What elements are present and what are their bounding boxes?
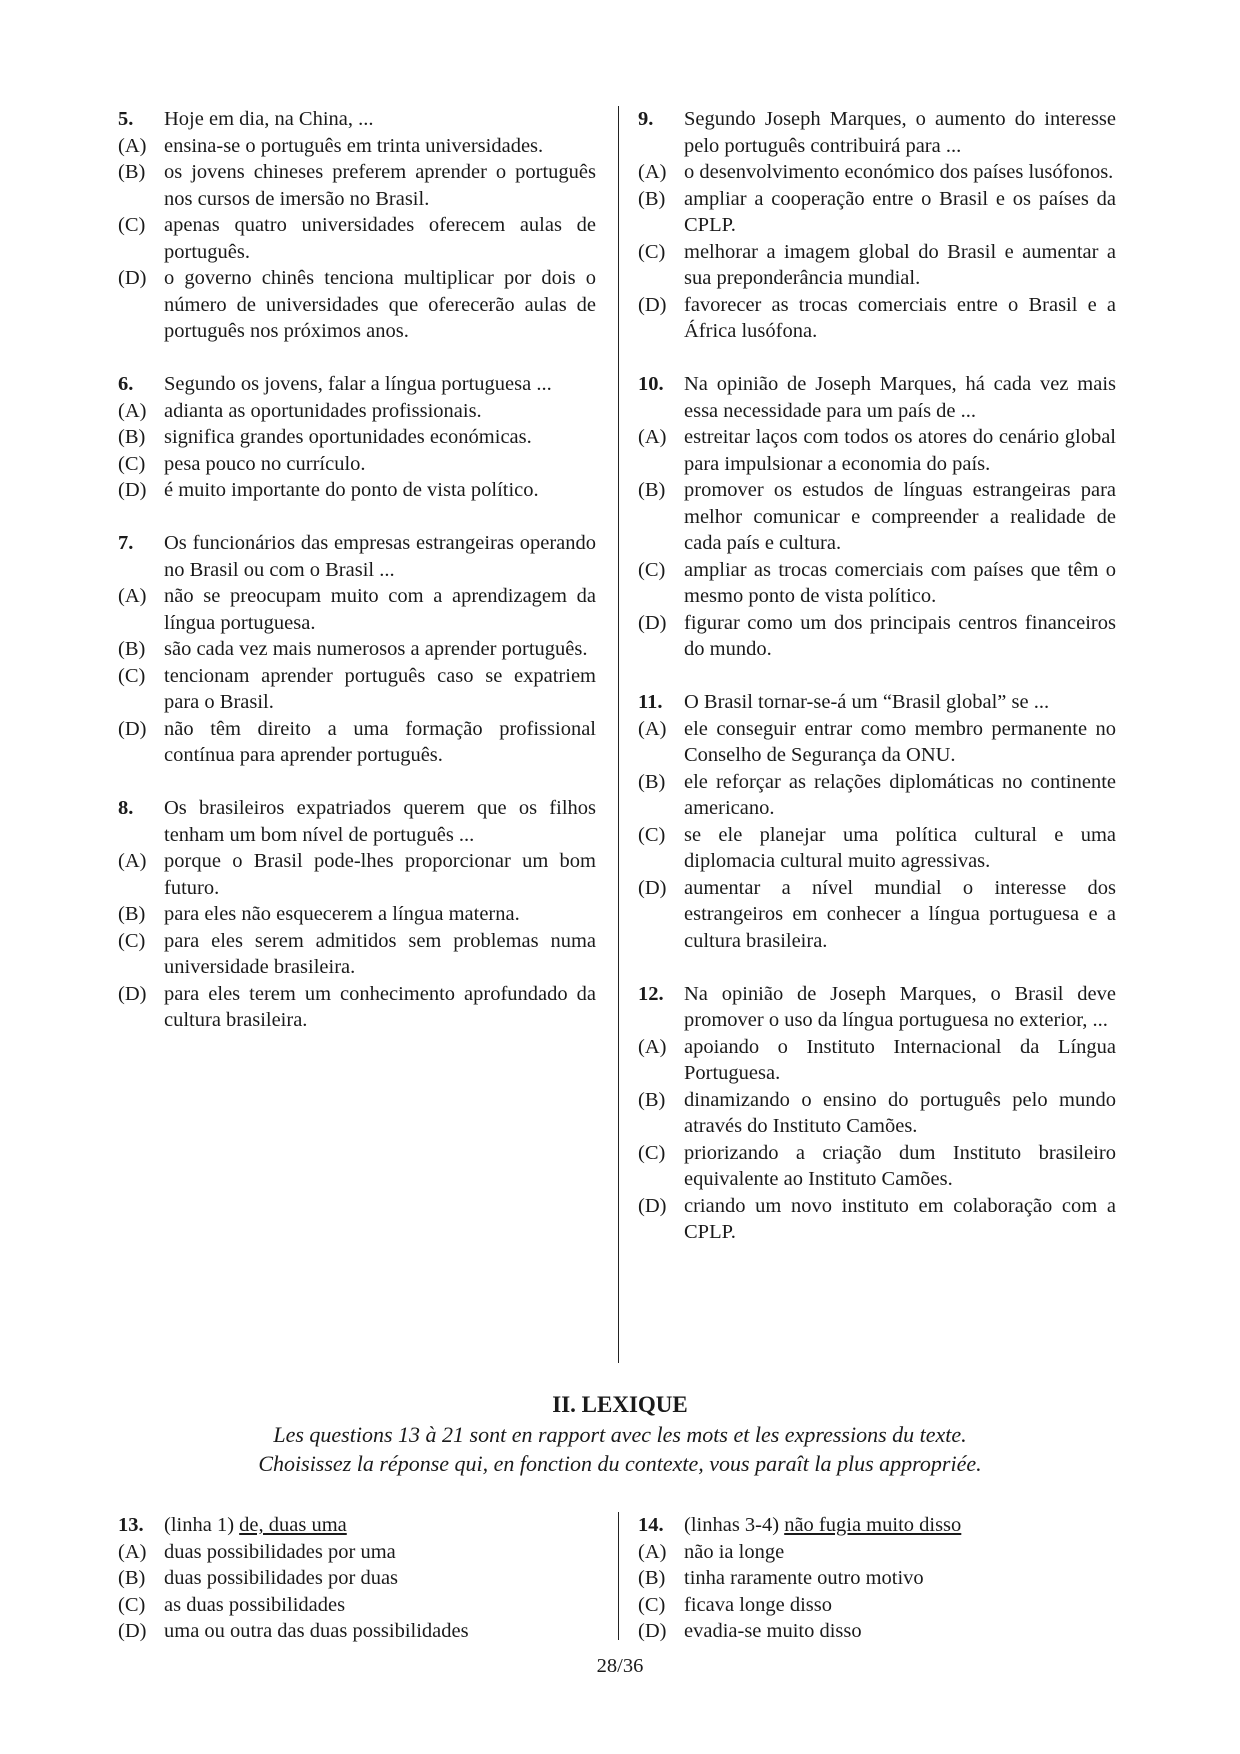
option-c[interactable] <box>118 663 596 716</box>
option-text: estreitar laços com todos os atores do cenário global para impulsionar a economia do país. <box>684 426 1116 475</box>
option-text: criando um novo instituto em colaboração com a CPLP. <box>684 1194 1116 1243</box>
option-a[interactable] <box>638 424 1116 477</box>
option-d[interactable] <box>638 875 1116 955</box>
option-text: dinamizando o ensino do português pelo mundo através do Instituto Camões. <box>684 1088 1116 1137</box>
option-b[interactable] <box>638 769 1116 822</box>
question-stem: Hoje em dia, na China, ... <box>164 108 374 130</box>
option-b[interactable] <box>118 901 596 928</box>
question-number: 7. <box>118 532 134 554</box>
section-title: II. LEXIQUE <box>552 1392 688 1417</box>
underlined-term: de, duas uma <box>239 1514 347 1536</box>
option-letter: (B) <box>638 479 666 501</box>
option-letter: (D) <box>118 479 147 501</box>
option-letter: (B) <box>638 187 666 210</box>
option-text: porque o Brasil pode-lhes proporcionar um bom futuro. <box>164 850 596 899</box>
option-text: para eles serem admitidos sem problemas numa universidade brasileira. <box>164 929 596 978</box>
option-letter: (C) <box>638 240 666 263</box>
option-text: melhorar a imagem global do Brasil e aumentar a sua preponderância mundial. <box>684 240 1116 289</box>
option-letter: (B) <box>118 426 146 448</box>
lexique-column-divider <box>618 1512 619 1640</box>
option-c[interactable] <box>638 1140 1116 1193</box>
underlined-term: não fugia muito disso <box>784 1514 962 1536</box>
question-stem: Segundo Joseph Marques, o aumento do interesse pelo português contribuirá para ... <box>684 108 1116 157</box>
option-d[interactable] <box>118 477 596 504</box>
question-12 <box>638 981 1116 1246</box>
question-stem: Na opinião de Joseph Marques, o Brasil deve promover o uso da língua portuguesa no exterior, ... <box>684 982 1116 1031</box>
line-reference: (linha 1) <box>164 1514 235 1536</box>
option-b[interactable] <box>638 186 1116 239</box>
option-text: ele reforçar as relações diplomáticas no continente americano. <box>684 770 1116 819</box>
option-b[interactable] <box>118 424 596 451</box>
option-letter: (A) <box>638 161 667 183</box>
option-text: pesa pouco no currículo. <box>164 452 366 475</box>
option-c[interactable] <box>118 1592 596 1619</box>
option-letter: (A) <box>638 717 667 740</box>
question-number: 6. <box>118 373 134 395</box>
option-text: promover os estudos de línguas estrangeiras para melhor comunicar e compreender a realidade de cada país e cultura. <box>684 479 1116 554</box>
option-letter: (B) <box>118 903 146 925</box>
option-text: não se preocupam muito com a aprendizagem da língua portuguesa. <box>164 585 596 634</box>
option-text: ficava longe disso <box>684 1593 833 1616</box>
question-stem <box>164 1512 596 1539</box>
question-number: 5. <box>118 108 134 130</box>
option-letter: (A) <box>118 585 147 607</box>
option-text: os jovens chineses preferem aprender o português nos cursos de imersão no Brasil. <box>164 161 596 210</box>
question-stem: Os brasileiros expatriados querem que os filhos tenham um bom nível de português ... <box>164 797 596 846</box>
column-divider <box>618 106 619 1363</box>
option-b[interactable] <box>638 477 1116 557</box>
option-text: para eles terem um conhecimento aprofundado da cultura brasileira. <box>164 982 596 1031</box>
option-c[interactable] <box>118 928 596 981</box>
option-text: para eles não esquecerem a língua materna. <box>164 903 520 925</box>
option-text: significa grandes oportunidades económicas. <box>164 426 532 448</box>
option-text: apenas quatro universidades oferecem aulas de português. <box>164 214 596 263</box>
option-c[interactable] <box>118 451 596 478</box>
option-letter: (D) <box>638 1620 667 1642</box>
option-b[interactable] <box>638 1087 1116 1140</box>
option-letter: (A) <box>638 1035 667 1058</box>
option-letter: (C) <box>638 823 666 846</box>
question-13 <box>118 1512 596 1645</box>
option-letter: (D) <box>118 982 147 1005</box>
option-c[interactable] <box>638 1592 1116 1619</box>
option-letter: (C) <box>118 929 146 952</box>
section-instruction-line-2: Choisissez la réponse qui, en fonction du contexte, vous paraît la plus appropriée. <box>258 1451 982 1476</box>
option-text: tencionam aprender português caso se expatriem para o Brasil. <box>164 664 596 713</box>
option-text: figurar como um dos principais centros financeiros do mundo. <box>684 611 1116 660</box>
option-letter: (B) <box>118 1567 146 1589</box>
option-d[interactable] <box>638 292 1116 345</box>
option-letter: (C) <box>638 558 666 581</box>
option-c[interactable] <box>638 557 1116 610</box>
option-d[interactable] <box>118 265 596 345</box>
question-stem <box>684 1512 1116 1539</box>
option-d[interactable] <box>638 1618 1116 1645</box>
option-letter: (D) <box>118 267 147 289</box>
left-question-column <box>118 106 596 1034</box>
option-letter: (B) <box>118 161 146 183</box>
option-b[interactable] <box>118 636 596 663</box>
line-reference: (linhas 3-4) <box>684 1514 780 1536</box>
option-d[interactable] <box>118 981 596 1034</box>
option-text: não ia longe <box>684 1540 785 1563</box>
option-text: duas possibilidades por uma <box>164 1540 396 1563</box>
option-letter: (D) <box>638 293 667 316</box>
section-instruction-line-1: Les questions 13 à 21 sont en rapport avec les mots et les expressions du texte. <box>273 1422 967 1447</box>
option-letter: (D) <box>638 876 667 899</box>
section-header <box>0 1390 1240 1478</box>
page-number: 28/36 <box>596 1655 644 1677</box>
question-7 <box>118 530 596 769</box>
question-14 <box>638 1512 1116 1645</box>
option-letter: (B) <box>638 1088 666 1111</box>
option-a[interactable] <box>118 398 596 425</box>
option-d[interactable] <box>118 1618 596 1645</box>
option-letter: (C) <box>118 664 146 687</box>
question-number: 13. <box>118 1514 144 1536</box>
option-text: tinha raramente outro motivo <box>684 1567 924 1589</box>
question-stem: Os funcionários das empresas estrangeiras operando no Brasil ou com o Brasil ... <box>164 532 596 581</box>
option-letter: (C) <box>118 1593 146 1616</box>
option-letter: (A) <box>118 134 147 157</box>
option-b[interactable] <box>118 159 596 212</box>
question-number: 9. <box>638 108 654 130</box>
option-a[interactable] <box>638 1539 1116 1566</box>
question-11 <box>638 689 1116 954</box>
option-c[interactable] <box>638 822 1116 875</box>
option-text: favorecer as trocas comerciais entre o Brasil e a África lusófona. <box>684 293 1116 342</box>
option-a[interactable] <box>118 133 596 160</box>
option-text: o desenvolvimento económico dos países lusófonos. <box>684 161 1114 183</box>
option-letter: (D) <box>118 717 147 740</box>
option-a[interactable] <box>118 583 596 636</box>
option-b[interactable] <box>118 1565 596 1592</box>
option-text: ele conseguir entrar como membro permanente no Conselho de Segurança da ONU. <box>684 717 1116 766</box>
option-letter: (B) <box>118 638 146 660</box>
option-letter: (A) <box>638 426 667 448</box>
option-text: o governo chinês tenciona multiplicar por dois o número de universidades que oferecerão aulas de português nos próximos anos. <box>164 267 596 342</box>
option-letter: (C) <box>638 1593 666 1616</box>
option-text: evadia-se muito disso <box>684 1620 862 1642</box>
option-a[interactable] <box>638 159 1116 186</box>
question-number: 8. <box>118 797 134 819</box>
option-d[interactable] <box>638 1193 1116 1246</box>
option-text: se ele planejar uma política cultural e uma diplomacia cultural muito agressivas. <box>684 823 1116 872</box>
option-letter: (A) <box>118 399 147 422</box>
option-a[interactable] <box>638 1034 1116 1087</box>
option-a[interactable] <box>118 848 596 901</box>
option-letter: (B) <box>638 1567 666 1589</box>
option-letter: (C) <box>118 452 146 475</box>
option-letter: (C) <box>638 1141 666 1164</box>
option-a[interactable] <box>118 1539 596 1566</box>
option-text: são cada vez mais numerosos a aprender português. <box>164 638 588 660</box>
option-text: ampliar as trocas comerciais com países que têm o mesmo ponto de vista político. <box>684 558 1116 607</box>
question-6 <box>118 371 596 504</box>
option-letter: (A) <box>118 850 147 872</box>
option-text: duas possibilidades por duas <box>164 1567 399 1589</box>
question-8 <box>118 795 596 1034</box>
question-10 <box>638 371 1116 663</box>
option-d[interactable] <box>638 610 1116 663</box>
option-text: apoiando o Instituto Internacional da Língua Portuguesa. <box>684 1035 1116 1084</box>
question-stem: Segundo os jovens, falar a língua portuguesa ... <box>164 373 552 395</box>
option-b[interactable] <box>638 1565 1116 1592</box>
question-5 <box>118 106 596 345</box>
option-c[interactable] <box>118 212 596 265</box>
right-question-column <box>638 106 1116 1246</box>
option-letter: (D) <box>638 611 667 634</box>
option-text: priorizando a criação dum Instituto brasileiro equivalente ao Instituto Camões. <box>684 1141 1116 1190</box>
option-letter: (D) <box>638 1194 667 1217</box>
option-c[interactable] <box>638 239 1116 292</box>
option-text: ampliar a cooperação entre o Brasil e os países da CPLP. <box>684 187 1116 236</box>
option-text: não têm direito a uma formação profissional contínua para aprender português. <box>164 717 596 766</box>
question-stem: Na opinião de Joseph Marques, há cada vez mais essa necessidade para um país de ... <box>684 373 1116 422</box>
option-a[interactable] <box>638 716 1116 769</box>
question-number: 11. <box>638 691 663 713</box>
question-stem: O Brasil tornar-se-á um “Brasil global” se ... <box>684 691 1050 713</box>
option-text: adianta as oportunidades profissionais. <box>164 399 482 422</box>
option-letter: (D) <box>118 1620 147 1642</box>
option-text: aumentar a nível mundial o interesse dos estrangeiros em conhecer a língua portuguesa e a cultura brasileira. <box>684 876 1116 952</box>
option-d[interactable] <box>118 716 596 769</box>
question-number: 12. <box>638 982 664 1005</box>
option-text: uma ou outra das duas possibilidades <box>164 1620 469 1642</box>
option-letter: (A) <box>118 1540 147 1563</box>
option-text: ensina-se o português em trinta universidades. <box>164 134 544 157</box>
question-number: 14. <box>638 1514 664 1536</box>
question-number: 10. <box>638 373 664 395</box>
question-9 <box>638 106 1116 345</box>
option-letter: (B) <box>638 770 666 793</box>
option-text: é muito importante do ponto de vista político. <box>164 479 539 501</box>
option-letter: (C) <box>118 214 146 236</box>
option-text: as duas possibilidades <box>164 1593 346 1616</box>
option-letter: (A) <box>638 1540 667 1563</box>
